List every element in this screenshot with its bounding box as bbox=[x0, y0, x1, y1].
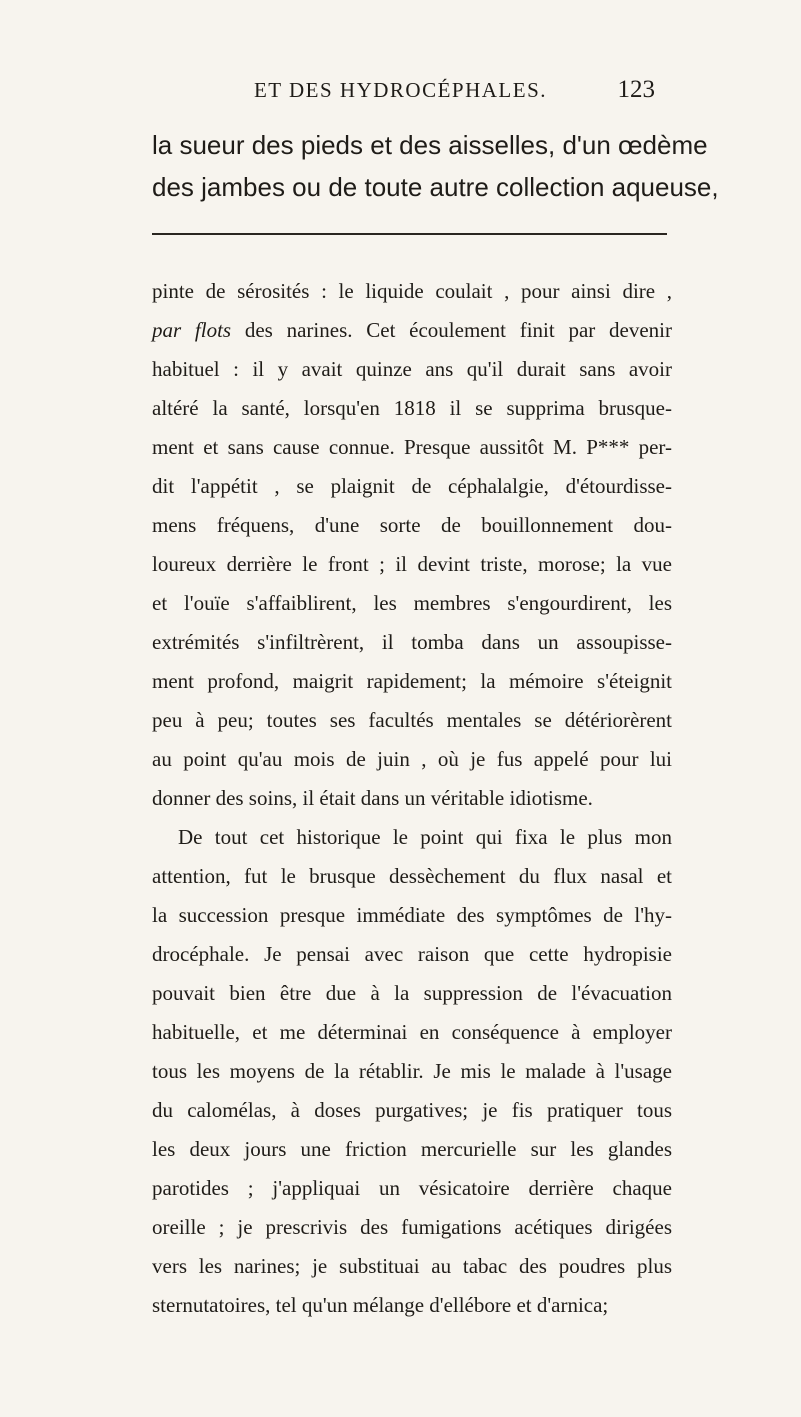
intro-paragraph bbox=[152, 124, 719, 208]
line-text: drocéphale. Je pensai avec raison que cette hydropisie bbox=[152, 942, 672, 966]
line-text: dit l'appétit , se plaignit de céphalalgie, d'étourdisse- bbox=[152, 474, 672, 498]
text-line bbox=[152, 506, 672, 545]
line-text: la succession presque immédiate des symptômes de l'hy- bbox=[152, 903, 672, 927]
running-header bbox=[0, 78, 801, 108]
line-text: et l'ouïe s'affaiblirent, les membres s'engourdirent, les bbox=[152, 591, 672, 615]
line-text: pouvait bien être due à la suppression de l'évacuation bbox=[152, 981, 672, 1005]
line-text: attention, fut le brusque dessèchement du flux nasal et bbox=[152, 864, 672, 888]
line-text: mens fréquens, d'une sorte de bouillonnement dou- bbox=[152, 513, 672, 537]
line-text: De tout cet historique le point qui fixa le plus mon bbox=[178, 825, 672, 849]
text-line bbox=[152, 428, 672, 467]
text-line bbox=[152, 467, 672, 506]
text-line bbox=[152, 1091, 672, 1130]
line-text: tous les moyens de la rétablir. Je mis le malade à l'usage bbox=[152, 1059, 672, 1083]
line-text: extrémités s'infiltrèrent, il tomba dans un assoupisse- bbox=[152, 630, 672, 654]
line-text: au point qu'au mois de juin , où je fus appelé pour lui bbox=[152, 747, 672, 771]
text-line bbox=[152, 389, 672, 428]
body-paragraphs bbox=[152, 272, 672, 1325]
text-line bbox=[152, 935, 672, 974]
line-text: pinte de sérosités : le liquide coulait , pour ainsi dire , bbox=[152, 279, 672, 303]
intro-line: des jambes ou de toute autre collection aqueuse, bbox=[152, 172, 719, 202]
text-line bbox=[152, 701, 672, 740]
text-line bbox=[152, 584, 672, 623]
line-text: ment profond, maigrit rapidement; la mémoire s'éteignit bbox=[152, 669, 672, 693]
text-line bbox=[152, 1130, 672, 1169]
text-line bbox=[152, 1286, 672, 1325]
separator-rule bbox=[152, 233, 667, 235]
page-number: 123 bbox=[617, 76, 655, 103]
text-line bbox=[152, 740, 672, 779]
line-text: peu à peu; toutes ses facultés mentales se détériorèrent bbox=[152, 708, 672, 732]
text-line bbox=[152, 623, 672, 662]
line-text: oreille ; je prescrivis des fumigations acétiques dirigées bbox=[152, 1215, 672, 1239]
line-text: ment et sans cause connue. Presque aussitôt M. P*** per- bbox=[152, 435, 672, 459]
text-line bbox=[152, 545, 672, 584]
text-line bbox=[152, 662, 672, 701]
line-text: altéré la santé, lorsqu'en 1818 il se supprima brusque- bbox=[152, 396, 672, 420]
line-text: vers les narines; je substituai au tabac des poudres plus bbox=[152, 1254, 672, 1278]
line-text: habituel : il y avait quinze ans qu'il durait sans avoir bbox=[152, 357, 672, 381]
line-text: des narines. Cet écoulement finit par devenir bbox=[231, 318, 672, 342]
line-text: sternutatoires, tel qu'un mélange d'ellébore et d'arnica; bbox=[152, 1293, 609, 1317]
line-text: donner des soins, il était dans un véritable idiotisme. bbox=[152, 786, 593, 810]
text-line bbox=[152, 857, 672, 896]
text-line bbox=[152, 1052, 672, 1091]
text-line bbox=[152, 896, 672, 935]
text-line bbox=[152, 974, 672, 1013]
line-text: loureux derrière le front ; il devint triste, morose; la vue bbox=[152, 552, 672, 576]
text-line bbox=[152, 1208, 672, 1247]
text-line bbox=[152, 350, 672, 389]
text-line bbox=[152, 272, 672, 311]
text-line bbox=[152, 818, 672, 857]
text-line bbox=[152, 1247, 672, 1286]
running-title: ET DES HYDROCÉPHALES. bbox=[253, 78, 548, 102]
line-text: habituelle, et me déterminai en conséquence à employer bbox=[152, 1020, 672, 1044]
text-line bbox=[152, 1013, 672, 1052]
text-line bbox=[152, 311, 672, 350]
italic-phrase: par flots bbox=[152, 318, 232, 342]
text-line bbox=[152, 1169, 672, 1208]
text-line bbox=[152, 779, 672, 818]
line-text: du calomélas, à doses purgatives; je fis pratiquer tous bbox=[152, 1098, 672, 1122]
intro-line: la sueur des pieds et des aisselles, d'un œdème bbox=[152, 130, 708, 160]
line-text: parotides ; j'appliquai un vésicatoire derrière chaque bbox=[152, 1176, 672, 1200]
line-text: les deux jours une friction mercurielle sur les glandes bbox=[152, 1137, 672, 1161]
